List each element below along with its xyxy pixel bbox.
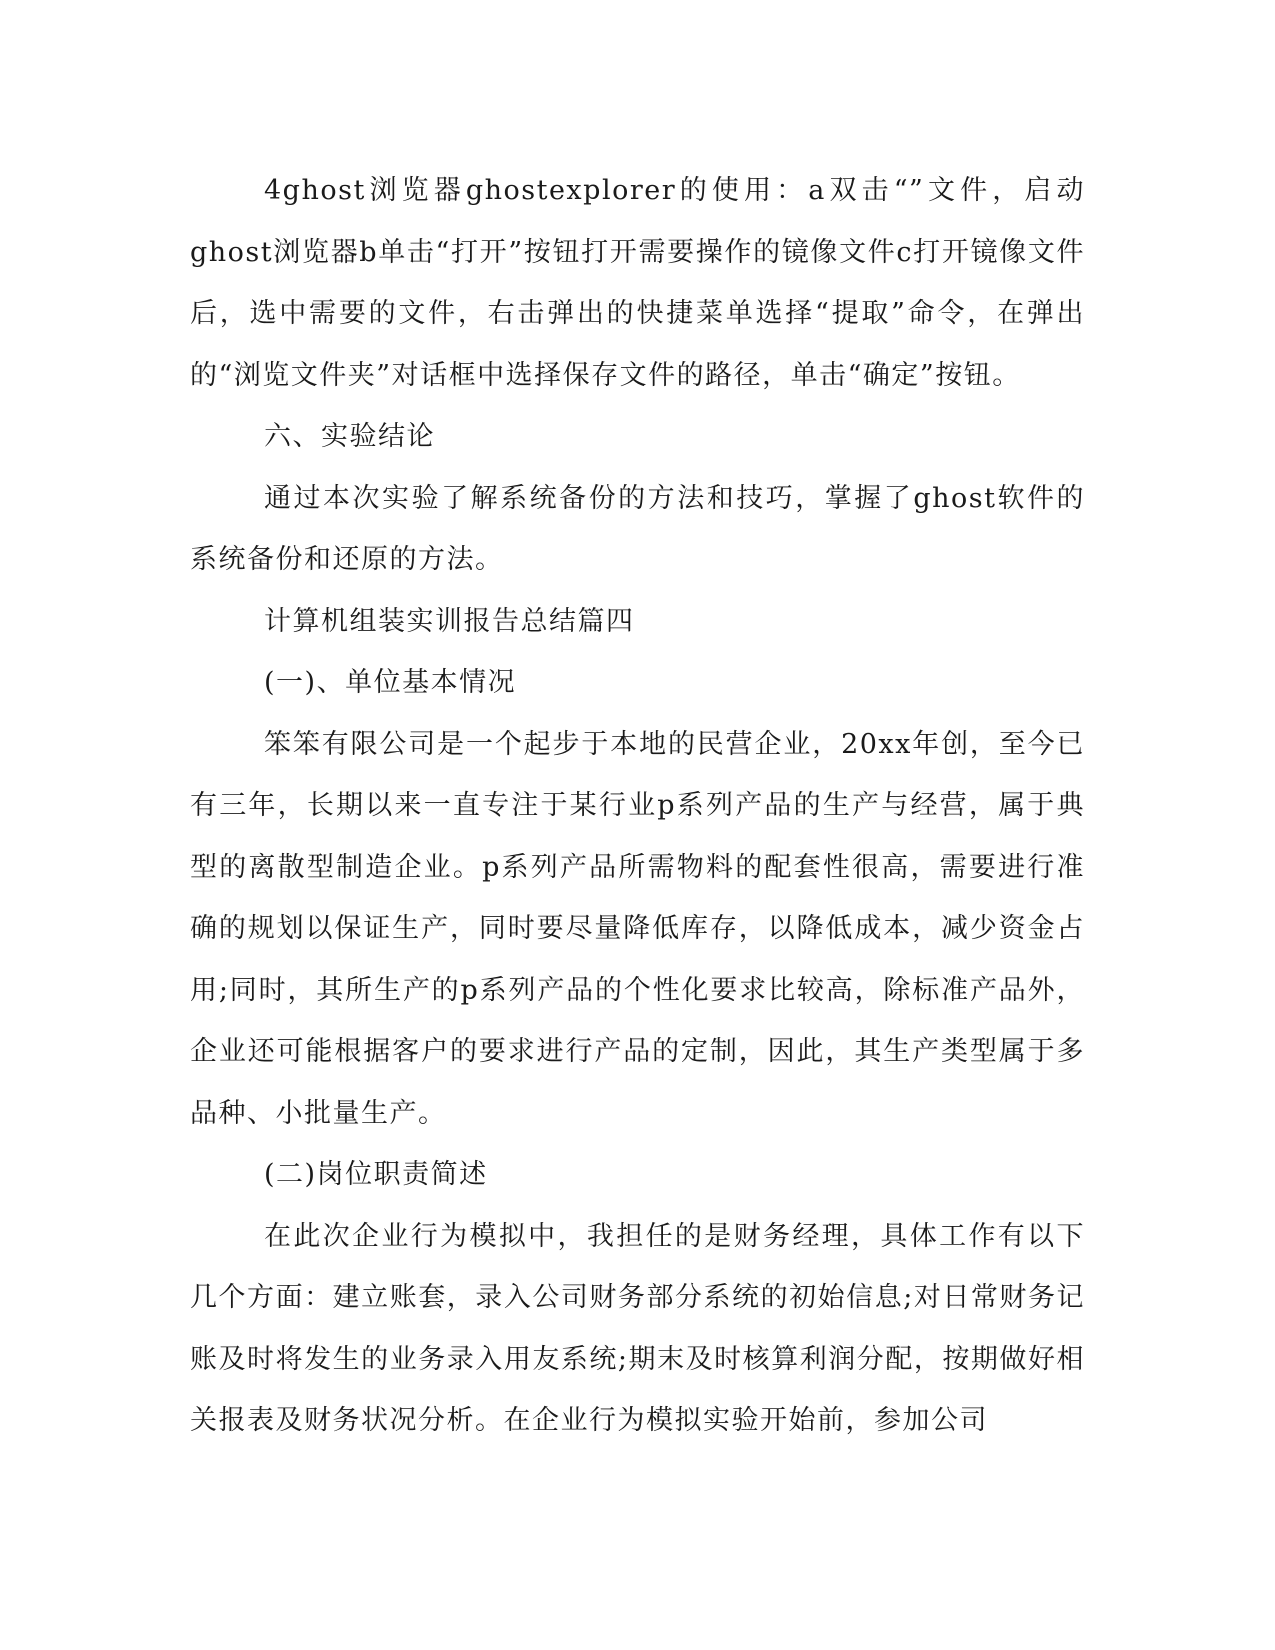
heading-company-basic-info: (一)、单位基本情况 bbox=[264, 667, 517, 698]
paragraph-conclusion-text: 通过本次实验了解系统备份的方法和技巧，掌握了ghost软件的系统备份和还原的方法。 bbox=[190, 482, 1085, 575]
paragraph-company-description: 笨笨有限公司是一个起步于本地的民营企业，20xx年创，至今已有三年，长期以来一直专注于某行业p系列产品的生产与经营，属于典型的离散型制造企业。p系列产品所需物料的配套性很高，需要进行准确的规划以保证生产，同时要尽量降低库存，以降低成本，减少资金占用;同时，其所生产的p系列产品的个性化要求比较高，除标准产品外，企业还可能根据客户的要求进行产品的定制，因此，其生产类型属于多品种、小批量生产。 bbox=[190, 728, 1085, 1129]
paragraph-ghost-explorer-usage: 4ghost浏览器ghostexplorer的使用：a双击“”文件，启动ghost浏览器b单击“打开”按钮打开需要操作的镜像文件c打开镜像文件后，选中需要的文件，右击弹出的快捷菜单选择“提取”命令，在弹出的“浏览文件夹”对话框中选择保存文件的路径，单击“确定”按钮。 bbox=[190, 175, 1085, 391]
document-body bbox=[190, 160, 1085, 1452]
heading-experiment-conclusion: 六、实验结论 bbox=[264, 421, 435, 452]
heading-report-part-four: 计算机组装实训报告总结篇四 bbox=[264, 605, 635, 637]
heading-job-duties: (二)岗位职责简述 bbox=[264, 1159, 488, 1190]
paragraph-job-duties-text: 在此次企业行为模拟中，我担任的是财务经理，具体工作有以下几个方面：建立账套，录入公司财务部分系统的初始信息;对日常财务记账及时将发生的业务录入用友系统;期末及时核算利润分配，按期做好相关报表及财务状况分析。在企业行为模拟实验开始前，参加公司 bbox=[190, 1220, 1085, 1436]
